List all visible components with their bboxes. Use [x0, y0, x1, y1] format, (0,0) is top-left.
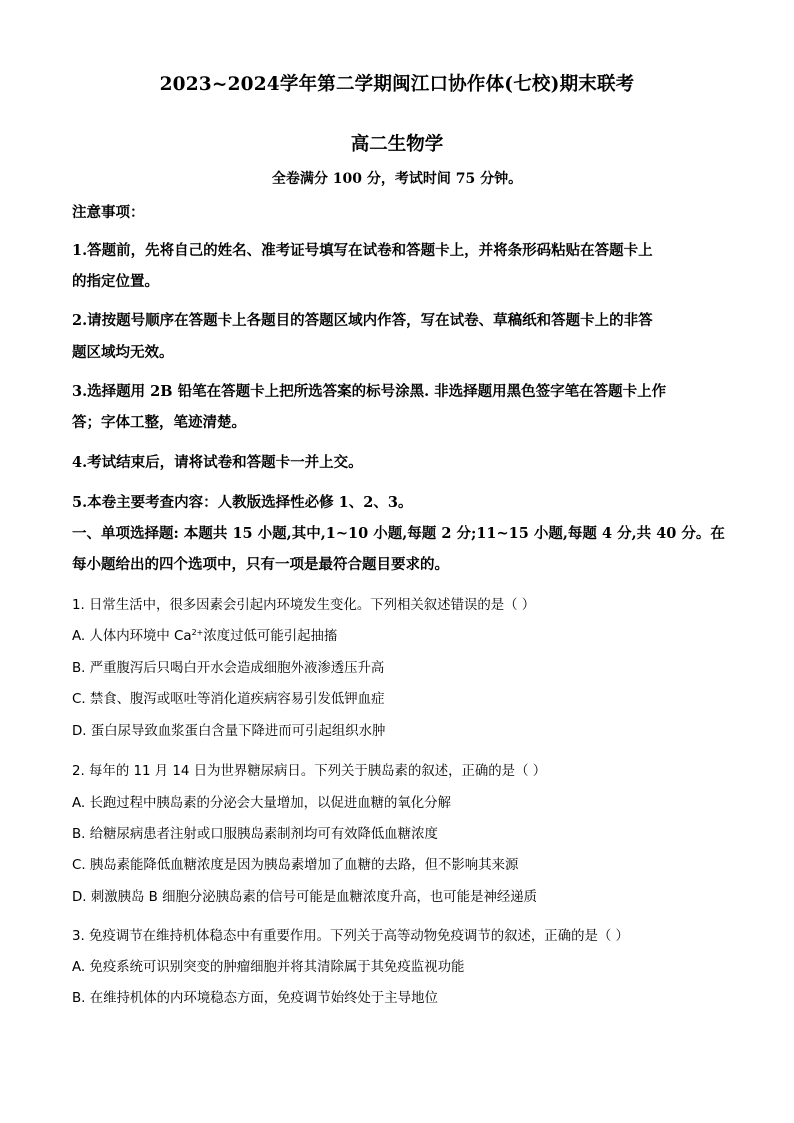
question-2-option-c: C. 胰岛素能降低血糖浓度是因为胰岛素增加了血糖的去路，但不影响其来源: [72, 858, 519, 873]
question-1-option-d: D. 蛋白尿导致血浆蛋白含量下降进而可引起组织水肿: [72, 724, 386, 739]
question-1-option-b: B. 严重腹泻后只喝白开水会造成细胞外液渗透压升高: [72, 661, 385, 676]
question-2-option-b: B. 给糖尿病患者注射或口服胰岛素制剂均可有效降低血糖浓度: [72, 827, 438, 842]
note-2-line-2: 题区域均无效。: [72, 344, 174, 361]
question-1-stem: 1. 日常生活中，很多因素会引起内环境发生变化。下列相关叙述错误的是（ ）: [72, 598, 536, 613]
question-1-option-a-post: 浓度过低可能引起抽搐: [203, 629, 338, 644]
subject-title: 高二生物学: [350, 134, 444, 155]
question-2-stem: 2. 每年的 11 月 14 日为世界糖尿病日。下列关于胰岛素的叙述，正确的是（ ）: [72, 764, 547, 779]
note-4: 4.考试结束后，请将试卷和答题卡一并上交。: [72, 454, 363, 471]
calcium-charge-superscript: 2+: [191, 628, 204, 637]
note-5: 5.本卷主要考查内容：人教版选择性必修 1、2、3。: [72, 494, 413, 511]
exam-title: 2023~2024学年第二学期闽江口协作体(七校)期末联考: [159, 74, 635, 95]
question-2-option-d: D. 刺激胰岛 B 细胞分泌胰岛素的信号可能是血糖浓度升高，也可能是神经递质: [72, 890, 538, 905]
question-1-option-a-pre: A. 人体内环境中 Ca: [72, 629, 192, 644]
question-3-option-b: B. 在维持机体的内环境稳态方面，免疫调节始终处于主导地位: [72, 991, 438, 1006]
notes-heading: 注意事项：: [72, 204, 145, 221]
note-2-line-1: 2.请按题号顺序在答题卡上各题目的答题区域内作答，写在试卷、草稿纸和答题卡上的非答: [72, 312, 653, 329]
question-1-option-c: C. 禁食、腹泻或呕吐等消化道疾病容易引发低钾血症: [72, 692, 385, 707]
note-3-line-2: 答；字体工整，笔迹清楚。: [72, 414, 246, 431]
section-1-line-2: 每小题给出的四个选项中，只有一项是最符合题目要求的。: [72, 556, 449, 573]
note-1-line-1: 1.答题前，先将自己的姓名、准考证号填写在试卷和答题卡上，并将条形码粘贴在答题卡上: [72, 242, 653, 259]
exam-meta: 全卷满分 100 分，考试时间 75 分钟。: [271, 171, 523, 187]
note-3-line-1: 3.选择题用 2B 铅笔在答题卡上把所选答案的标号涂黑. 非选择题用黑色签字笔在答题卡上作: [72, 383, 667, 400]
question-3-option-a: A. 免疫系统可识别突变的肿瘤细胞并将其清除属于其免疫监视功能: [72, 960, 465, 975]
section-1-line-1: 一、单项选择题: 本题共 15 小题,其中,1~10 小题,每题 2 分;11~15 小题,每题 4 分,共 40 分。在: [72, 525, 725, 542]
note-1-line-2: 的指定位置。: [72, 273, 159, 290]
question-1-option-a: [72, 625, 337, 644]
question-3-stem: 3. 免疫调节在维持机体稳态中有重要作用。下列关于高等动物免疫调节的叙述，正确的是（ ）: [72, 929, 629, 944]
question-2-option-a: A. 长跑过程中胰岛素的分泌会大量增加，以促进血糖的氧化分解: [72, 796, 451, 811]
